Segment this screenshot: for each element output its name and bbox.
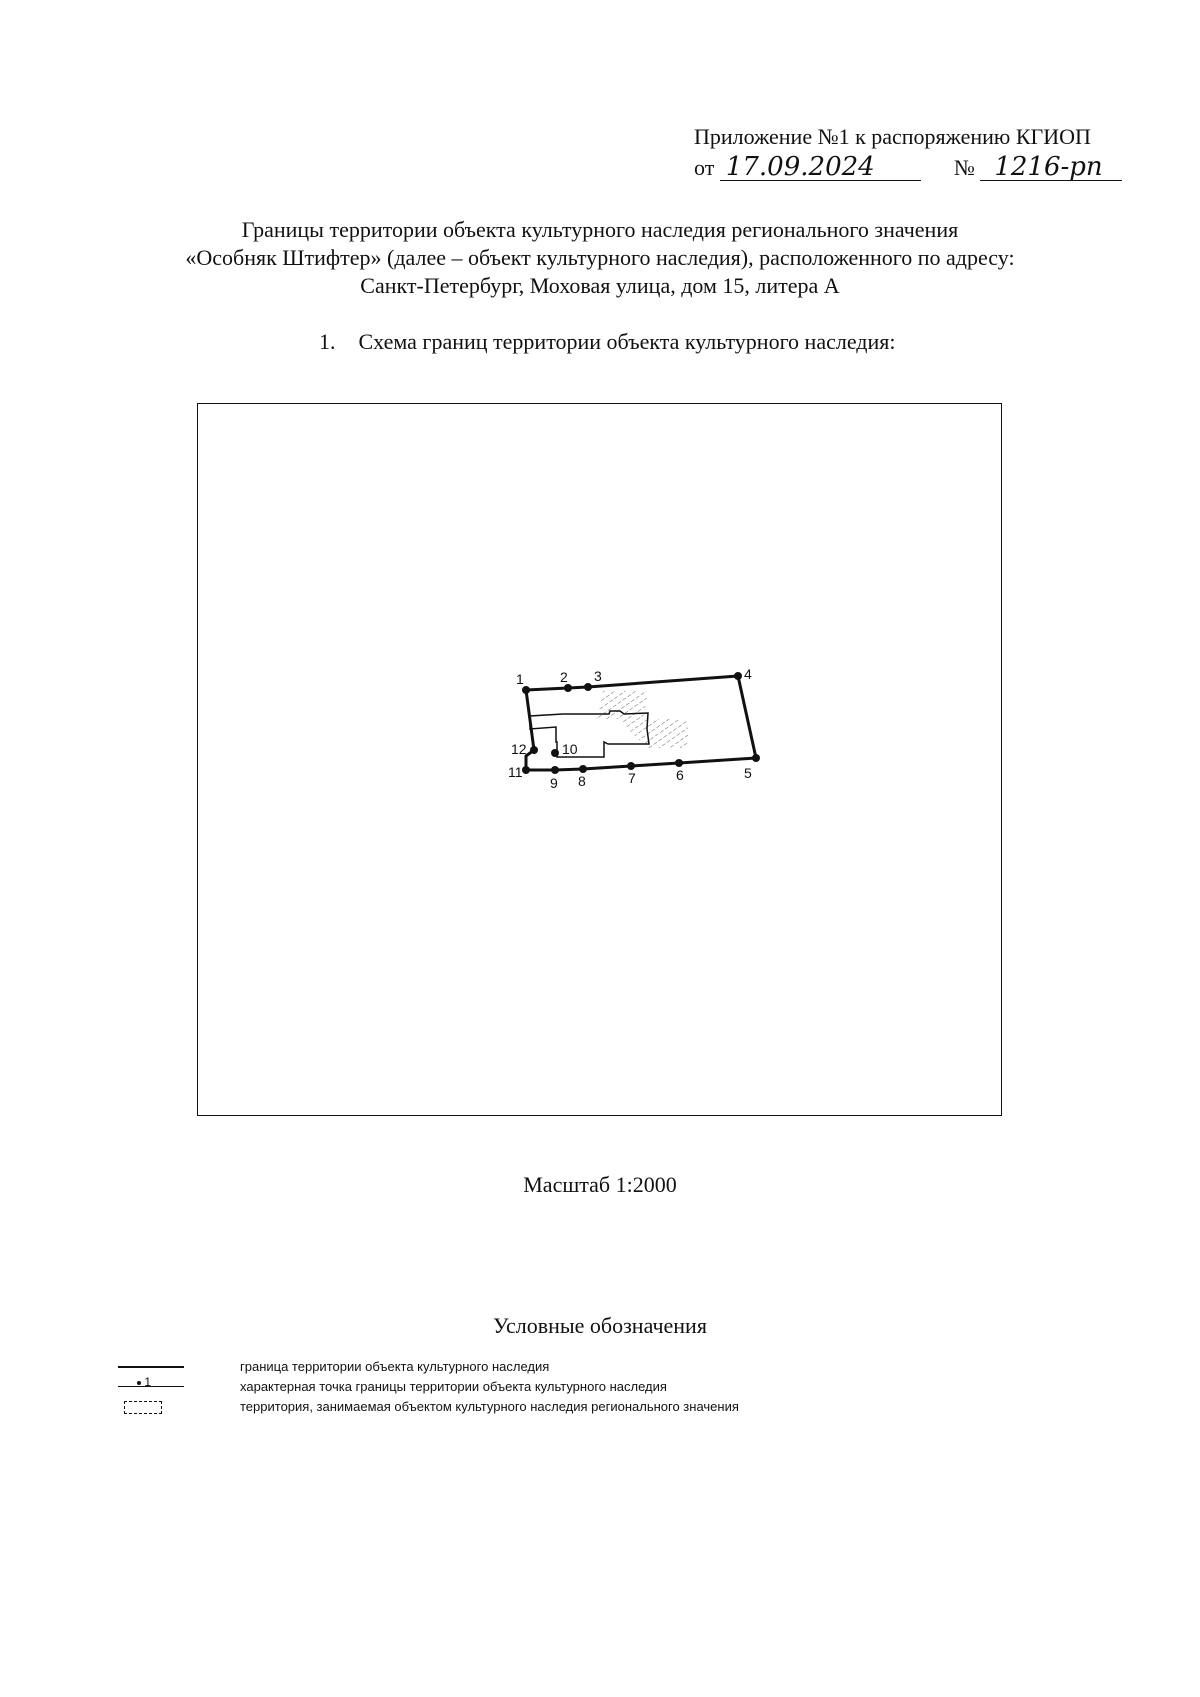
legend-item-boundary (240, 1358, 549, 1376)
boundary-point-label-3: 3 (594, 668, 602, 684)
map-scale: Масштаб 1:2000 (523, 1172, 677, 1197)
hatched-area (596, 691, 648, 719)
boundary-point-9 (551, 766, 559, 774)
boundary-point-7 (627, 762, 635, 770)
legend-label-territory: территория, занимаемая объектом культурного наследия регионального значения (240, 1399, 739, 1414)
boundary-point-label-1: 1 (516, 671, 524, 687)
boundary-point-6 (675, 759, 683, 767)
legend-label-point: характерная точка границы территории объекта культурного наследия (240, 1379, 667, 1394)
boundary-point-label-11: 11 (508, 764, 523, 780)
date-prefix: от (694, 155, 715, 180)
section-heading-text: Схема границ территории объекта культурного наследия: (358, 329, 896, 354)
legend-item-point (240, 1378, 667, 1396)
section-number: 1. (319, 329, 336, 354)
legend-title: Условные обозначения (493, 1313, 707, 1338)
boundary-point-4 (734, 672, 742, 680)
boundary-point-1 (522, 686, 530, 694)
boundary-point-label-10: 10 (562, 741, 578, 757)
legend-line-symbol (118, 1366, 184, 1368)
appendix-title: Приложение №1 к распоряжению КГИОП (694, 124, 1091, 149)
boundary-point-10 (551, 749, 559, 757)
boundary-point-label-4: 4 (744, 666, 752, 682)
number-prefix: № (953, 155, 975, 180)
appendix-header (694, 124, 1091, 150)
boundary-point-8 (579, 765, 587, 773)
boundary-point-label-8: 8 (578, 773, 586, 789)
title-line-3: Санкт-Петербург, Моховая улица, дом 15, литера А (360, 273, 840, 298)
boundary-point-2 (564, 684, 572, 692)
boundary-point-12 (530, 746, 538, 754)
legend-item-territory (240, 1398, 739, 1416)
section-heading (319, 329, 896, 355)
boundary-point-label-9: 9 (550, 775, 558, 791)
title-line-1: Границы территории объекта культурного наследия регионального значения (241, 217, 959, 242)
boundary-point-11 (522, 766, 530, 774)
title-line-2: «Особняк Штифтер» (далее – объект культурного наследия), расположенного по адресу: (185, 245, 1015, 270)
decree-date-number (694, 154, 1122, 181)
boundary-point-3 (584, 683, 592, 691)
legend-point-number: 1 (144, 1375, 152, 1389)
legend-point-underline (118, 1386, 184, 1387)
decree-date: 17.09.2024 (720, 154, 921, 181)
boundary-point-label-7: 7 (628, 770, 636, 786)
boundary-point-label-6: 6 (676, 767, 684, 783)
legend-label-boundary: граница территории объекта культурного наследия (240, 1359, 550, 1374)
boundary-point-label-12: 12 (511, 741, 527, 757)
boundary-scheme-map (197, 403, 1002, 1116)
document-title (0, 216, 1200, 300)
map-drawing (198, 404, 1001, 1115)
boundary-point-label-5: 5 (744, 765, 752, 781)
boundary-point-label-2: 2 (560, 669, 568, 685)
boundary-point-5 (752, 754, 760, 762)
legend-dashed-rect-symbol (124, 1401, 162, 1414)
decree-number: 1216-рп (980, 154, 1122, 181)
